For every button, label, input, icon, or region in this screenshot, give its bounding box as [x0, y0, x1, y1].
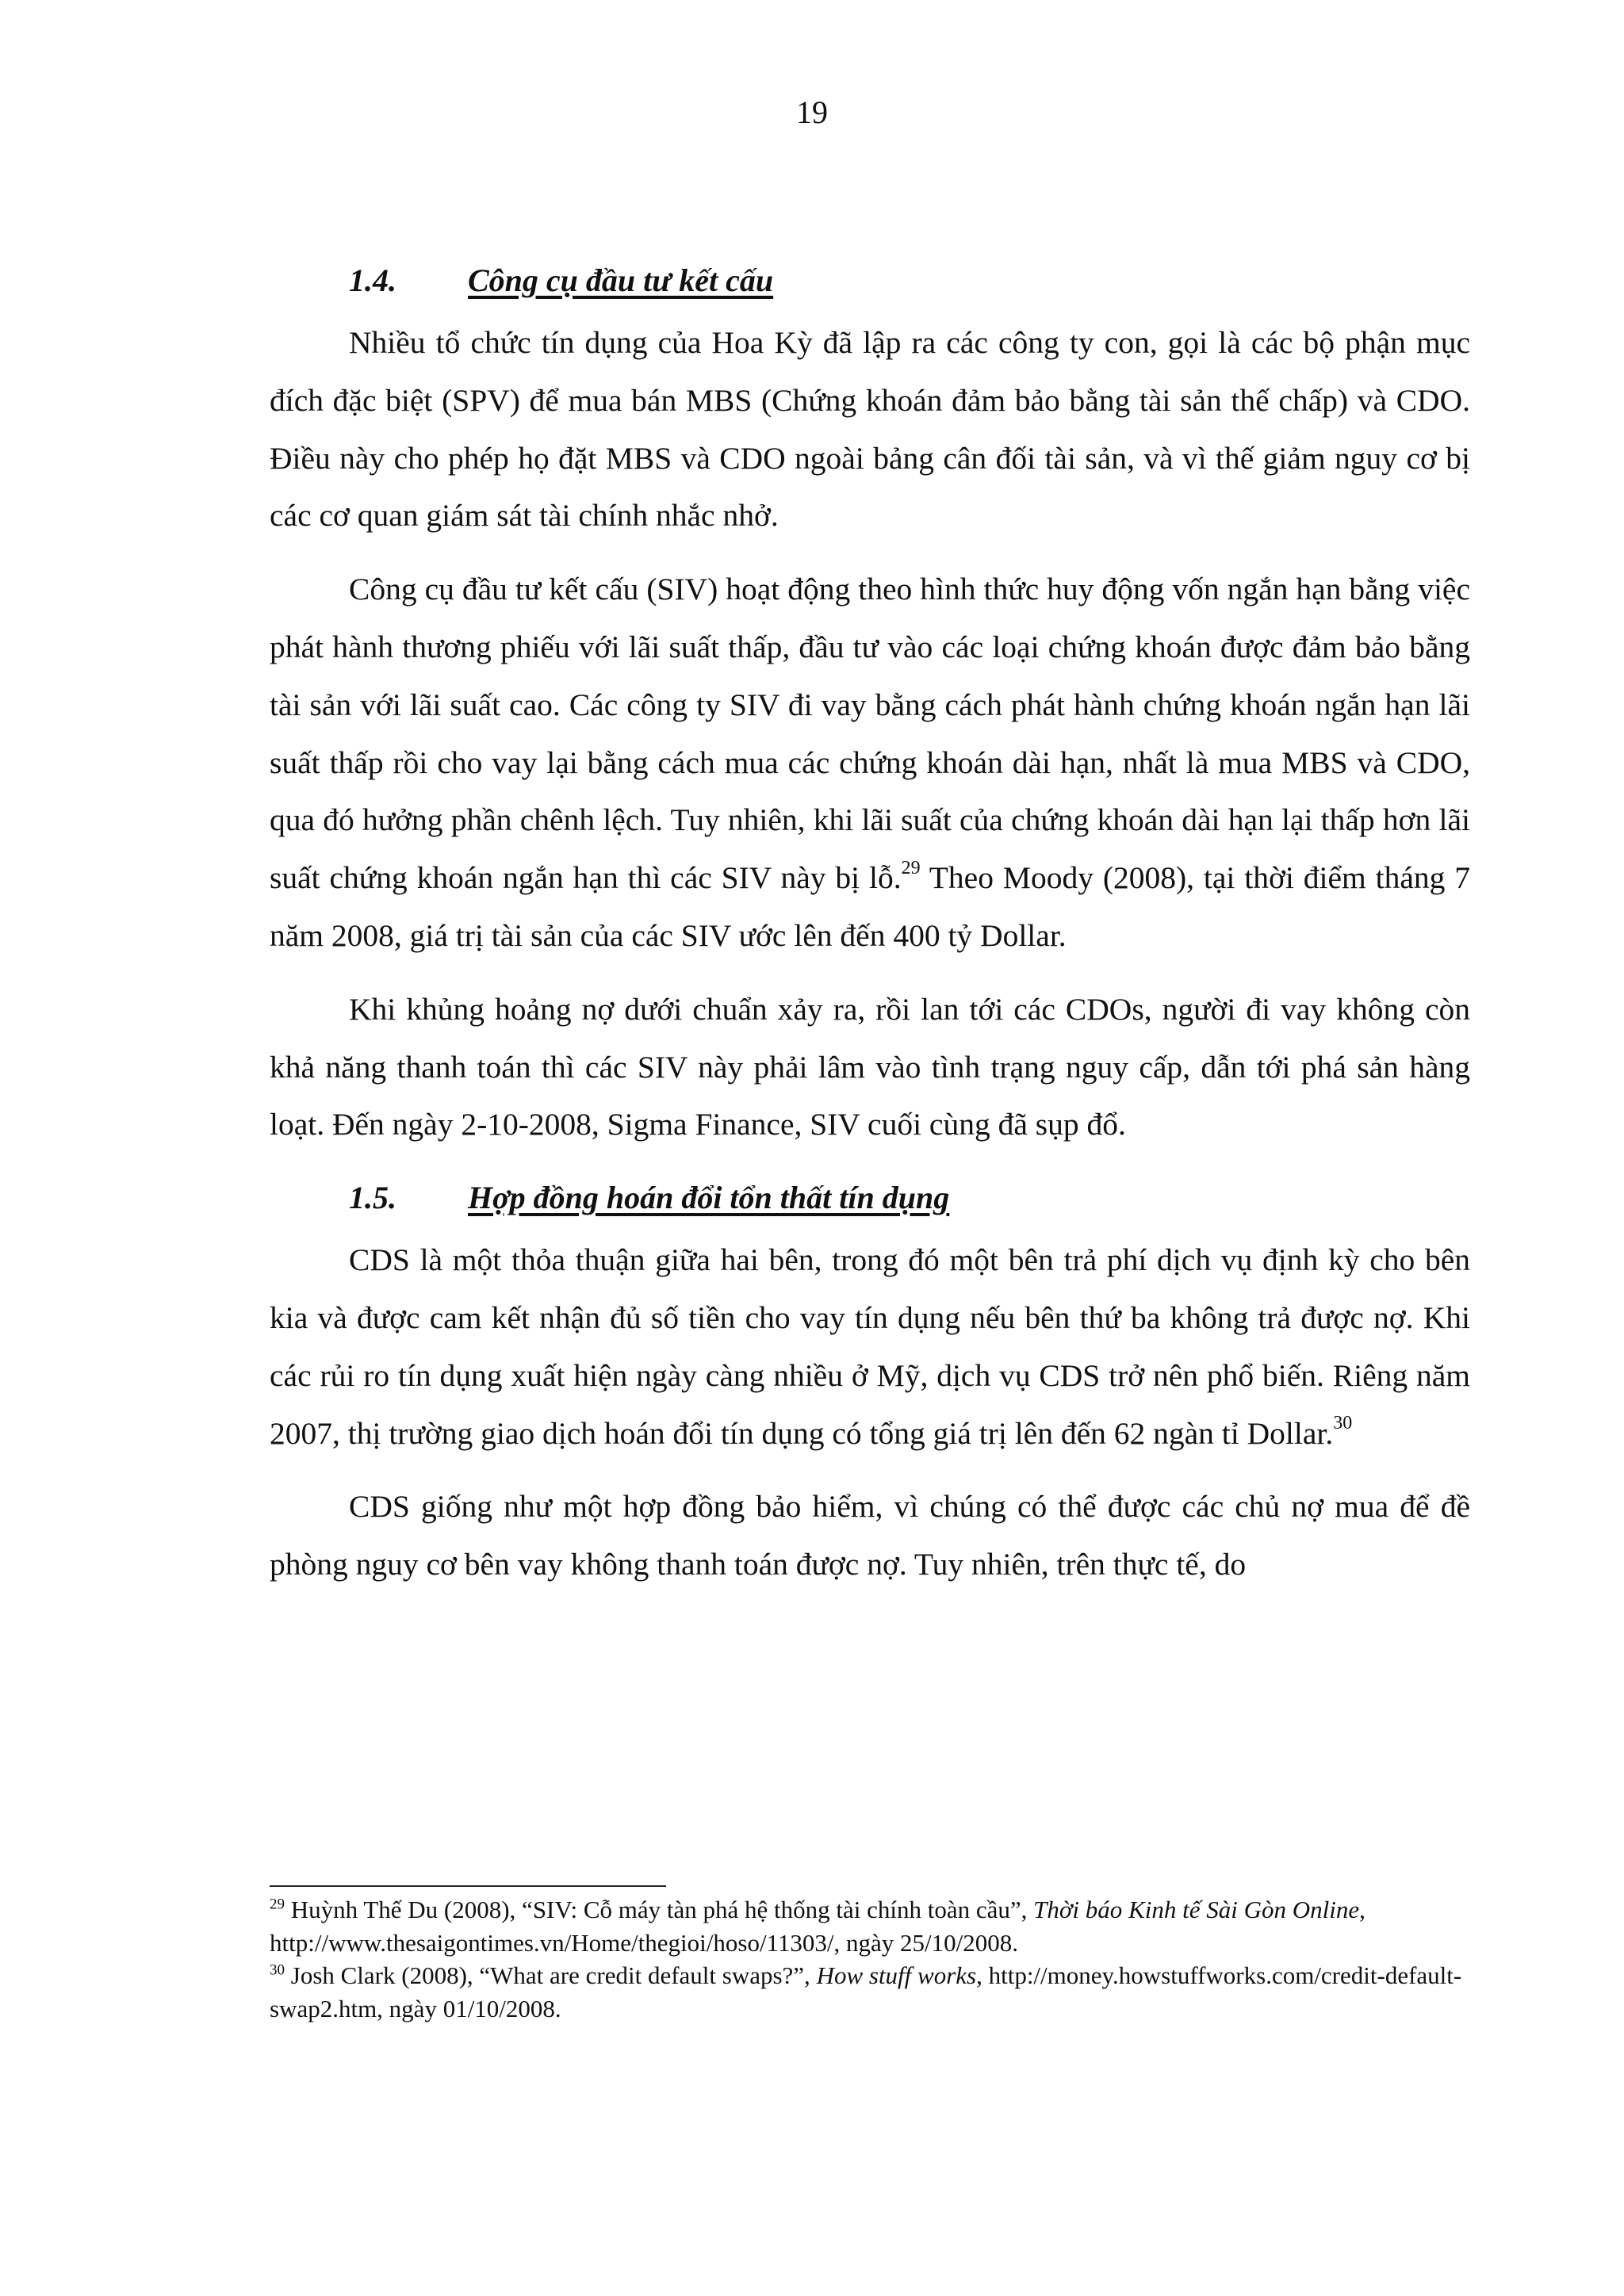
page-number: 19	[796, 94, 828, 130]
section-number: 1.5.	[349, 1180, 396, 1216]
paragraph-text: Công cụ đầu tư kết cấu (SIV) hoạt động theo hình thức huy động vốn ngắn hạn bằng việc phát hành thương phiếu với lãi suất thấp, đầu tư vào các loại chứng khoán được đảm bảo bằng tài sản với lãi suất cao. Các công ty SIV đi vay bằng cách phát hành chứng khoán ngắn hạn lãi suất thấp rồi cho vay lại bằng cách mua các chứng khoán dài hạn, nhất là mua MBS và CDO, qua đó hưởng phần chênh lệch. Tuy nhiên, khi lãi suất của chứng khoán dài hạn lại thấp hơn lãi suất chứng khoán ngắn hạn thì các SIV này bị lỗ.	[270, 572, 1470, 896]
paragraph-text: CDS là một thỏa thuận giữa hai bên, trong đó một bên trả phí dịch vụ định kỳ cho bên kia và được cam kết nhận đủ số tiền cho vay tín dụng nếu bên thứ ba không trả được nợ. Khi các rủi ro tín dụng xuất hiện ngày càng nhiều ở Mỹ, dịch vụ CDS trở nên phổ biến. Riêng năm 2007, thị trường giao dịch hoán đổi tín dụng có tổng giá trị lên đến 62 ngàn tỉ Dollar.	[270, 1242, 1470, 1451]
footnote-ref-30: 30	[1333, 1413, 1353, 1434]
footnote-separator	[270, 1885, 666, 1887]
paragraph-text: Theo Moody (2008), tại thời điểm tháng 7 năm 2008, giá trị tài sản của các SIV ước lên đến 400 tỷ Dollar.	[270, 860, 1470, 953]
footnote-url: , http://money.howstuffworks.com/credit-default-swap2.htm, ngày 01/10/2008.	[270, 1961, 1462, 2022]
section-title: Hợp đồng hoán đổi tổn thất tín dụng	[468, 1180, 950, 1216]
footnote-text: Josh Clark (2008), “What are credit default swaps?”,	[285, 1961, 817, 1989]
paragraph-spv: Nhiều tổ chức tín dụng của Hoa Kỳ đã lập ra các công ty con, gọi là các bộ phận mục đích đặc biệt (SPV) để mua bán MBS (Chứng khoán đảm bảo bằng tài sản thế chấp) và CDO. Điều này cho phép họ đặt MBS và CDO ngoài bảng cân đối tài sản, và vì thế giảm nguy cơ bị các cơ quan giám sát tài chính nhắc nhở.	[270, 325, 1470, 534]
footnote-number: 30	[270, 1961, 285, 1979]
paragraph-cds-insurance: CDS giống như một hợp đồng bảo hiểm, vì chúng có thể được các chủ nợ mua để đề phòng nguy cơ bên vay không thanh toán được nợ. Tuy nhiên, trên thực tế, do	[270, 1489, 1470, 1582]
footnote-ref-29: 29	[901, 858, 921, 879]
paragraph-siv	[270, 561, 1470, 965]
footnotes	[270, 1893, 1470, 2025]
section-number: 1.4.	[349, 262, 396, 298]
footnote-text: Huỳnh Thế Du (2008), “SIV: Cỗ máy tàn phá hệ thống tài chính toàn cầu”,	[285, 1896, 1034, 1923]
footnote-source: Thời báo Kinh tế Sài Gòn Online	[1033, 1896, 1360, 1923]
footnote-30	[270, 1959, 1470, 2025]
footnote-29	[270, 1893, 1470, 1959]
section-title: Công cụ đầu tư kết cấu	[468, 262, 774, 298]
footnote-number: 29	[270, 1896, 285, 1913]
footnote-source: How stuff works	[816, 1961, 977, 1989]
section-heading-1-4	[270, 252, 1470, 309]
paragraph-cds-definition	[270, 1231, 1470, 1462]
document-body	[270, 252, 1470, 1609]
paragraph-crisis: Khi khủng hoảng nợ dưới chuẩn xảy ra, rồi lan tới các CDOs, người đi vay không còn khả năng thanh toán thì các SIV này phải lâm vào tình trạng nguy cấp, dẫn tới phá sản hàng loạt. Đến ngày 2-10-2008, Sigma Finance, SIV cuối cùng đã sụp đổ.	[270, 991, 1470, 1142]
section-heading-1-5	[270, 1169, 1470, 1226]
footnote-url: , http://www.thesaigontimes.vn/Home/thegioi/hoso/11303/, ngày 25/10/2008.	[270, 1896, 1365, 1957]
